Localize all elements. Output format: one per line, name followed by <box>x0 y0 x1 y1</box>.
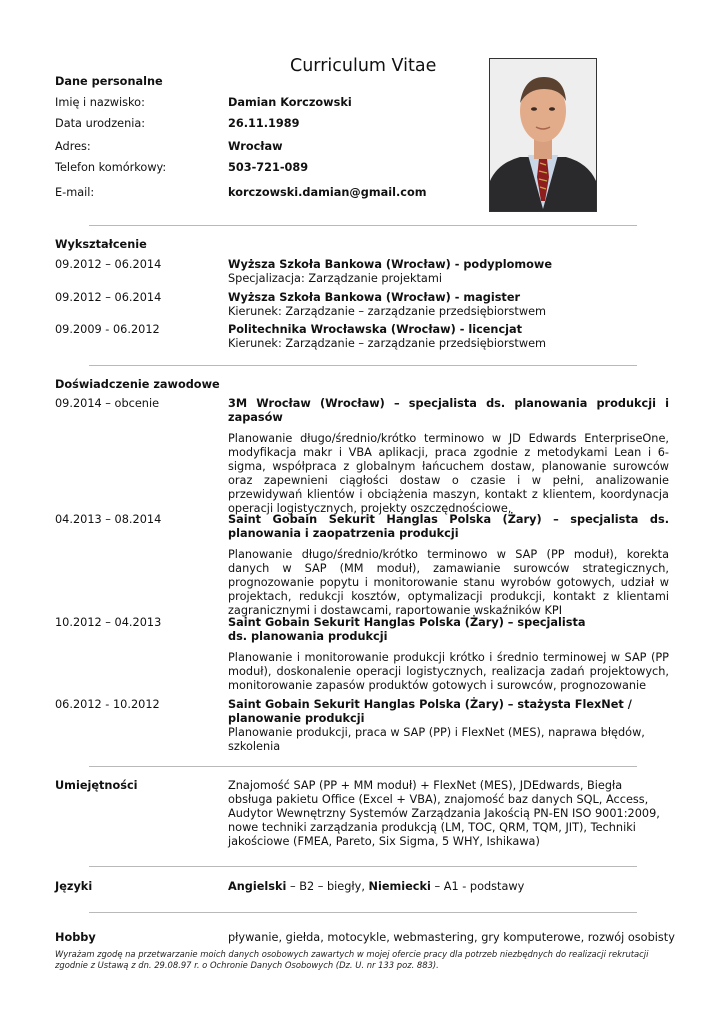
name-label: Imię i nazwisko: <box>55 96 145 109</box>
email-value[interactable]: korczowski.damian@gmail.com <box>228 186 427 199</box>
education-detail: Kierunek: Zarządzanie – zarządzanie przedsiębiorstwem <box>228 305 547 318</box>
personal-heading: Dane personalne <box>55 75 163 88</box>
language-name: Angielski <box>228 880 287 893</box>
experience-description: Planowanie produkcji, praca w SAP (PP) i FlexNet (MES), naprawa błędów, szkolenia <box>228 726 645 753</box>
experience-dates: 09.2014 – obcenie <box>55 397 160 410</box>
name-value: Damian Korczowski <box>228 96 352 109</box>
education-detail: Kierunek: Zarządzanie – zarządzanie przedsiębiorstwem <box>228 337 547 350</box>
languages-text <box>228 880 673 894</box>
education-title: Wyższa Szkoła Bankowa (Wrocław) - magister <box>228 291 521 304</box>
experience-description: Planowanie długo/średnio/krótko terminowo w SAP (PP moduł), korekta danych w SAP (MM moduł), zamawianie surowców strategicznych, prognozowanie popytu i monitorowanie stanu wyrobów gotowych, udział w projektach, redukcji kosztów, optymalizacji produkcji, kontakt z klientami zagranicznymi i dostawcami, raportowanie wskaźników KPI <box>228 548 669 617</box>
profile-photo <box>489 58 597 212</box>
language-level: – A1 - podstawy <box>430 880 525 893</box>
dob-label: Data urodzenia: <box>55 117 146 130</box>
experience-heading: Doświadczenie zawodowe <box>55 378 220 391</box>
languages-heading: Języki <box>55 880 93 893</box>
hobby-text: pływanie, giełda, motocykle, webmastering, gry komputerowe, rozwój osobisty <box>228 931 675 944</box>
education-entry <box>228 323 669 351</box>
language-level: – B2 – biegły, <box>286 880 369 893</box>
education-entry <box>228 258 669 286</box>
education-dates: 09.2012 – 06.2014 <box>55 258 162 271</box>
page-title: Curriculum Vitae <box>290 56 437 76</box>
hobby-heading: Hobby <box>55 931 96 944</box>
dob-value: 26.11.1989 <box>228 117 300 130</box>
phone-value: 503-721-089 <box>228 161 309 174</box>
experience-entry <box>228 397 669 516</box>
address-value: Wrocław <box>228 140 283 153</box>
experience-dates: 06.2012 - 10.2012 <box>55 698 160 711</box>
phone-label: Telefon komórkowy: <box>55 161 167 174</box>
education-detail: Specjalizacja: Zarządzanie projektami <box>228 272 442 285</box>
consent-clause: Wyrażam zgodę na przetwarzanie moich danych osobowych zawartych w mojej ofercie pracy dla potrzeb niezbędnych do realizacji rekrutacji zgodnie z Ustawą z dn. 29.08.97 r. o Ochronie Danych Osobowych (Dz. U. nr 133 poz. 883). <box>55 949 649 970</box>
experience-title: Saint Gobain Sekurit Hanglas Polska (Żary) – specjalista ds. planowania i zaopatrzenia produkcji <box>228 513 669 540</box>
education-title: Politechnika Wrocławska (Wrocław) - licencjat <box>228 323 523 336</box>
education-entry <box>228 291 669 319</box>
experience-description: Planowanie długo/średnio/krótko terminowo w JD Edwards EnterpriseOne, modyfikacja makr i VBA aplikacji, praca zgodnie z metodykami Lean i 6-sigma, współpraca z globalnym łańcuchem dostaw, planowanie surowców oraz zapewnieni ciągłości dostaw o czasie i w pełni, analizowanie przewidywań klientów i obciążenia maszyn, kontakt z klientem, koordynacja operacji logistycznych, projekty oszczędnościowe, <box>228 432 669 515</box>
experience-entry <box>228 616 669 693</box>
email-label: E-mail: <box>55 186 95 199</box>
address-label: Adres: <box>55 140 91 153</box>
experience-dates: 04.2013 – 08.2014 <box>55 513 162 526</box>
experience-description: Planowanie i monitorowanie produkcji krótko i średnio terminowej w SAP (PP moduł), doskonalenie operacji logistycznych, realizacja zadań projektowych, monitorowanie zapasów produktów gotowych i surowców, prognozowanie <box>228 651 669 692</box>
skills-heading: Umiejętności <box>55 779 138 792</box>
education-dates: 09.2009 - 06.2012 <box>55 323 160 336</box>
experience-title: Saint Gobain Sekurit Hanglas Polska (Żary) – specjalista ds. planowania produkcji <box>228 616 586 643</box>
experience-dates: 10.2012 – 04.2013 <box>55 616 162 629</box>
experience-entry <box>228 698 669 754</box>
education-heading: Wykształcenie <box>55 238 147 251</box>
experience-entry <box>228 513 669 618</box>
education-title: Wyższa Szkoła Bankowa (Wrocław) - podyplomowe <box>228 258 552 271</box>
experience-title: Saint Gobain Sekurit Hanglas Polska (Żary) – stażysta FlexNet / planowanie produkcji <box>228 698 632 725</box>
experience-title: 3M Wrocław (Wrocław) – specjalista ds. planowania produkcji i zapasów <box>228 397 669 424</box>
language-name: Niemiecki <box>368 880 431 893</box>
education-dates: 09.2012 – 06.2014 <box>55 291 162 304</box>
divider <box>89 766 637 767</box>
divider <box>89 225 637 226</box>
divider <box>89 866 637 867</box>
skills-text: Znajomość SAP (PP + MM moduł) + FlexNet (MES), JDEdwards, Biegła obsługa pakietu Office (Excel + VBA), znajomość baz danych SQL, Access, Audytor Wewnętrzny Systemów Zarządzania Jakością PN-EN ISO 9001:2009, nowe techniki zarządzania produkcją (LM, TOC, QRM, TQM, JIT), Techniki jakościowe (FMEA, Pareto, Six Sigma, 5 WHY, Ishikawa) <box>228 779 660 848</box>
divider <box>89 365 637 366</box>
divider <box>89 912 637 913</box>
